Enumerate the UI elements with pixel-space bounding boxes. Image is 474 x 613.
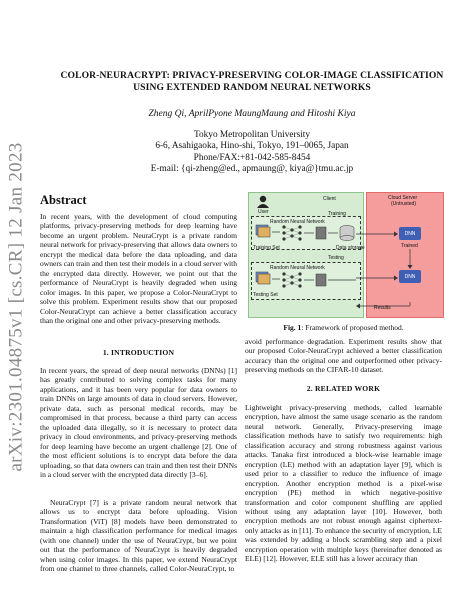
affiliation-university: Tokyo Metropolitan University (193, 130, 311, 140)
figure-caption-number: Fig. 1 (283, 323, 302, 332)
training-set-label: Training Set (253, 245, 280, 251)
user-label: User (258, 209, 269, 215)
data-storage-label: Data storage (336, 245, 365, 251)
results-label: Results (374, 305, 391, 311)
testing-label: Testing (328, 255, 344, 261)
affiliation-address: 6-6, Asahigaoka, Hino-shi, Tokyo, 191–0065, Japan (155, 141, 349, 152)
arrow-down (406, 249, 414, 269)
right-paragraph-1: avoid performance degradation. Experiment results show that our proposed Color-NeuraCrypt achieved a better classification accuracy than the original one and outperformed other privacy-preserving methods on the CIFAR-10 dataset. (245, 337, 442, 375)
dnn-top: DNN (399, 227, 421, 240)
arxiv-stamp (4, 0, 30, 613)
testing-set-label: Testing Set (253, 292, 278, 298)
server-label: Cloud Server (388, 195, 418, 201)
related-paragraph-1: Lightweight privacy-preserving methods, called learnable encryption, have almost the same usage scenario as the random neural network. Generally, Privacy-preserving image classification methods have to satisfy two requirements: high classification accuracy and strong robustness against various attacks. Tanaka first introduced a block-wise learnable image encryption (LE) method with an adaptation layer [9], which is used prior to a classifier to reduce the influence of image encryption. Another encryption method is a pixel-wise encryption (PE) method in which negative-positive transformation and color component shuffling are applied without using any adaptation layer [10]. However, both encryption methods are not robust enough against ciphertext-only attacks as in [11]. To enhance the security of encryption, LE was extended by adding a block scrambling step and a pixel encryption operation with multiple keys (hereinafter denoted as ELE) [12]. However, ELE still has a lower accuracy than (245, 403, 442, 564)
paper-title (58, 70, 446, 94)
client-label: Client (323, 196, 336, 202)
affiliation-email: E-mail: {qi-zheng@ed., apmaung@, kiya@}tmu.ac.jp (150, 163, 354, 174)
testing-diagram (254, 270, 358, 292)
training-label: Training (328, 211, 346, 217)
server-sublabel: (Untrusted) (391, 201, 417, 207)
rnn-label-top: Random Neural Network (270, 219, 325, 225)
figure-caption (245, 323, 442, 332)
authors: Zheng Qi, AprilPyone MaungMaung and Hitoshi Kiya (148, 109, 356, 119)
title-line-1: COLOR-NEURACRYPT: PRIVACY-PRESERVING COLOR-IMAGE CLASSIFICATION (60, 70, 444, 81)
intro-paragraph-1: In recent years, the spread of deep neural networks (DNNs) [1] has greatly contributed to solving complex tasks for many applications, and it has been very popular for data owners to train DNNs on large amounts of data in cloud servers. However, private data, such as personal medical records, may be compromised in that process, because a third party can access the uploaded data illegally, so it is necessary to protect data privacy in cloud environments, and privacy-preserving methods for deep learning have become an urgent challenge [2]. One of the most efficient solutions is to encrypt data before the data uploading, so that data owners can train and then test their DNNs in a cloud server with the encrypted data directly [3–6]. (40, 366, 238, 479)
dnn-bottom: DNN (399, 270, 421, 283)
figure-caption-text: : Framework of proposed method. (301, 323, 404, 332)
affiliation (58, 130, 446, 175)
abstract-text: In recent years, with the development of cloud computing platforms, privacy-preserving methods for deep learning have become an urgent problem. NeuraCrypt is a private random neural network for privacy-preserving that allows data owners to encrypt the medical data before the data uploading, and data owners can train and then test their models in a cloud server with the encrypted data directly. However, we point out that the performance of NeuraCrypt is heavily degraded when using color images. In this paper, we propose a Color-NeuraCrypt to solve this problem. Experiment results show that our proposed Color-NeuraCrypt can achieve a better classification accuracy than the original one and other privacy-preserving methods. (40, 212, 237, 325)
framework-figure (248, 192, 444, 318)
title-line-2: USING EXTENDED RANDOM NEURAL NETWORKS (133, 82, 371, 93)
intro-paragraph-2: NeuraCrypt [7] is a private random neural network that allows us to encrypt data before uploading. Vision Transformation (ViT) [8] models have been demonstrated to maintain a high classification performance for medical images (with one channel) under the use of NeuraCrypt, but we point out that the performance of NeuraCrypt is heavily degraded when using color images. In this paper, we extend NeuraCrypt from one channel to three channels, called Color-NeuraCrypt, to (40, 498, 237, 574)
user-icon (256, 195, 270, 208)
trained-label: Trained (401, 243, 418, 249)
training-diagram (254, 223, 358, 245)
rnn-label-bottom: Random Neural Network (270, 265, 325, 271)
intro-heading: 1. INTRODUCTION (102, 348, 175, 357)
arxiv-id: arXiv:2301.04875v1 [cs.CR] 12 Jan 2023 (6, 141, 27, 472)
related-heading: 2. RELATED WORK (306, 384, 381, 393)
arrow-to-dnn-test (356, 274, 398, 282)
arrow-to-dnn (356, 230, 398, 238)
abstract-heading: Abstract (40, 193, 87, 207)
affiliation-phone: Phone/FAX:+81-042-585-8454 (193, 152, 311, 163)
